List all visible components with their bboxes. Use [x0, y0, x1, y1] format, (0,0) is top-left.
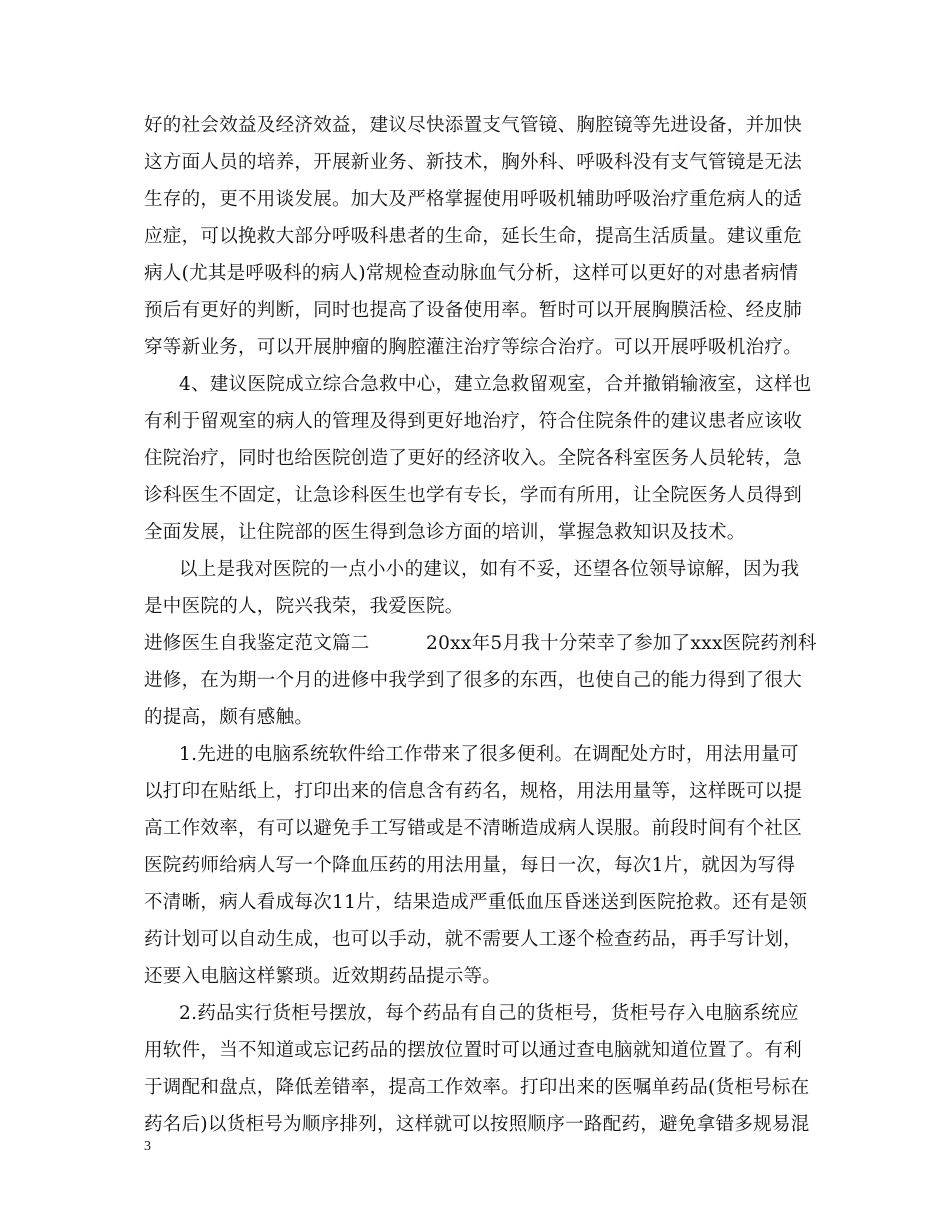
paragraph-first-line: 以上是我对医院的一点小小的建议，如有不妥，还望各位领导谅解，因为我: [179, 559, 800, 580]
text-line: 生存的，更不用谈发展。加大及严格掌握使用呼吸机辅助呼吸治疗重危病人的适: [144, 189, 803, 210]
text-line: 的提高，颇有感触。: [144, 707, 314, 728]
text-line: 药计划可以自动生成，也可以手动，就不需要人工逐个检查药品，再手写计划，: [144, 929, 803, 950]
text-line: 住院治疗，同时也给医院创造了更好的经济收入。全院各科室医务人员轮转，急: [144, 448, 803, 469]
text-line: 是中医院的人，院兴我荣，我爱医院。: [144, 596, 464, 617]
text-line: 还要入电脑这样繁琐。近效期药品提示等。: [144, 966, 502, 987]
page-number: 3: [144, 1139, 151, 1154]
text-line: 全面发展，让住院部的医生得到急诊方面的培训，掌握急救知识及技术。: [144, 522, 746, 543]
text-line: 药名后)以货柜号为顺序排列，这样就可以按照顺序一路配药，避免拿错多规易混: [144, 1114, 810, 1135]
text-line: 不清晰，病人看成每次11片，结果造成严重低血压昏迷送到医院抢救。还有是领: [144, 892, 808, 913]
text-line: 有利于留观室的病人的管理及得到更好地治疗，符合住院条件的建议患者应该收: [144, 411, 803, 432]
text-line: 于调配和盘点，降低差错率，提高工作效率。打印出来的医嘱单药品(货柜号标在: [144, 1077, 810, 1098]
text-line: 高工作效率，有可以避免手工写错或是不清晰造成病人误服。前段时间有个社区: [144, 818, 803, 839]
section-heading-line: 进修医生自我鉴定范文篇二 20xx年5月我十分荣幸了参加了xxx医院药剂科: [144, 633, 817, 654]
text-line: 应症，可以挽救大部分呼吸科患者的生命，延长生命，提高生活质量。建议重危: [144, 226, 803, 247]
text-line: 医院药师给病人写一个降血压药的用法用量，每日一次，每次1片，就因为写得: [144, 855, 796, 876]
text-line: 诊科医生不固定，让急诊科医生也学有专长，学而有所用，让全院医务人员得到: [144, 485, 803, 506]
text-line: 好的社会效益及经济效益，建议尽快添置支气管镜、胸腔镜等先进设备，并加快: [144, 115, 803, 136]
paragraph-first-line: 2.药品实行货柜号摆放，每个药品有自己的货柜号，货柜号存入电脑系统应: [179, 1003, 799, 1024]
text-line: 进修，在为期一个月的进修中我学到了很多的东西，也使自己的能力得到了很大: [144, 670, 803, 691]
paragraph-first-line: 1.先进的电脑系统软件给工作带来了很多便利。在调配处方时，用法用量可: [179, 744, 799, 765]
text-line: 预后有更好的判断，同时也提高了设备使用率。暂时可以开展胸膜活检、经皮肺: [144, 300, 803, 321]
text-line: 穿等新业务，可以开展肿瘤的胸腔灌注治疗等综合治疗。可以开展呼吸机治疗。: [144, 337, 803, 358]
text-line: 病人(尤其是呼吸科的病人)常规检查动脉血气分析，这样可以更好的对患者病情: [144, 263, 799, 284]
text-line: 这方面人员的培养，开展新业务、新技术，胸外科、呼吸科没有支气管镜是无法: [144, 152, 803, 173]
paragraph-first-line: 4、建议医院成立综合急救中心，建立急救留观室，合并撤销输液室，这样也: [179, 374, 812, 395]
text-line: 用软件，当不知道或忘记药品的摆放位置时可以通过查电脑就知道位置了。有利: [144, 1040, 803, 1061]
text-line: 以打印在贴纸上，打印出来的信息含有药名，规格，用法用量等，这样既可以提: [144, 781, 803, 802]
